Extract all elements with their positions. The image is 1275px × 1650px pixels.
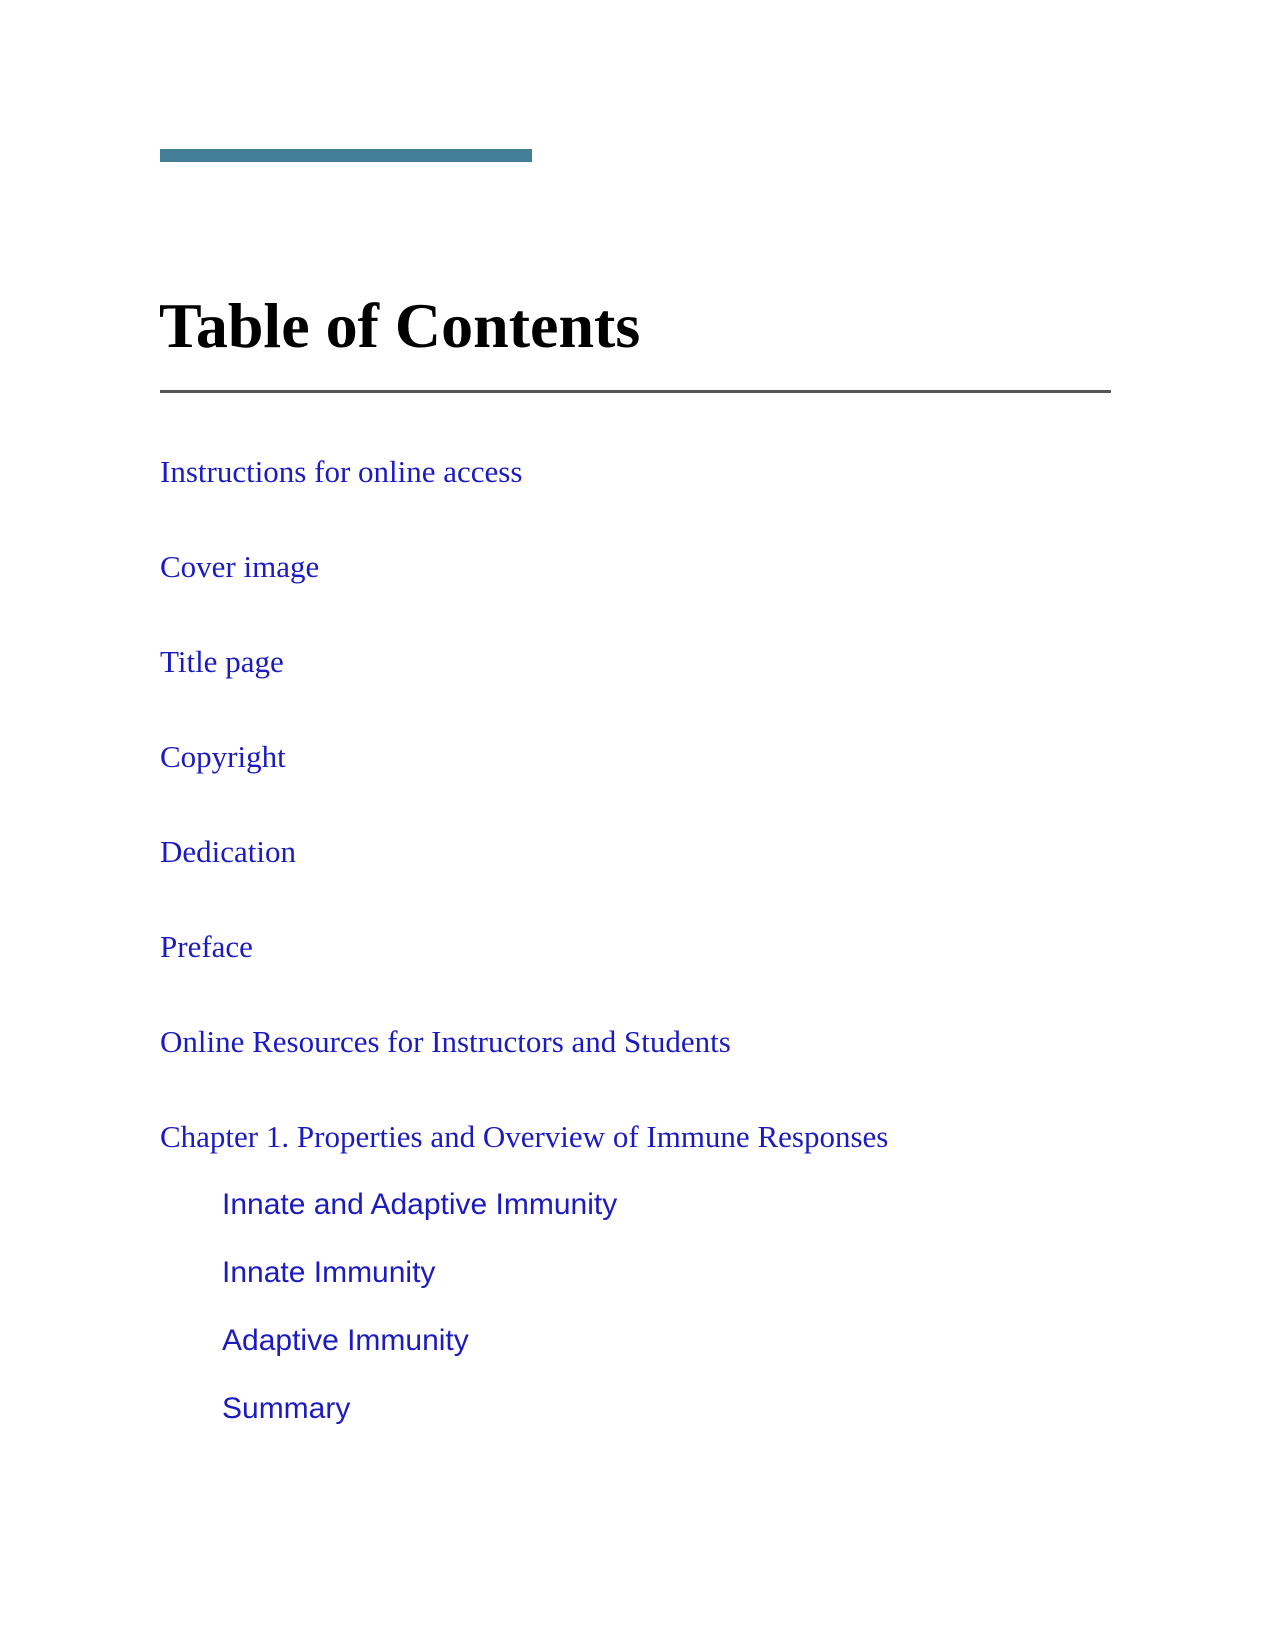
toc-link-cover-image[interactable]: Cover image xyxy=(160,549,320,584)
title-accent-bar xyxy=(160,149,532,162)
toc-sublink-summary[interactable]: Summary xyxy=(222,1392,351,1425)
toc-link-preface[interactable]: Preface xyxy=(160,929,253,964)
toc-sublink-innate-immunity[interactable]: Innate Immunity xyxy=(222,1256,436,1289)
toc-sublink-adaptive-immunity[interactable]: Adaptive Immunity xyxy=(222,1324,469,1357)
toc-link-online-resources[interactable]: Online Resources for Instructors and Students xyxy=(160,1024,731,1059)
toc-link-title-page[interactable]: Title page xyxy=(160,644,284,679)
toc-link-chapter-1[interactable]: Chapter 1. Properties and Overview of Immune Responses xyxy=(160,1119,889,1154)
toc-link-copyright[interactable]: Copyright xyxy=(160,739,286,774)
toc-sublink-innate-and-adaptive-immunity[interactable]: Innate and Adaptive Immunity xyxy=(222,1188,618,1221)
page-title: Table of Contents xyxy=(159,290,641,361)
toc-link-online-access[interactable]: Instructions for online access xyxy=(160,454,523,489)
toc-link-dedication[interactable]: Dedication xyxy=(160,834,297,869)
title-divider xyxy=(160,390,1111,393)
